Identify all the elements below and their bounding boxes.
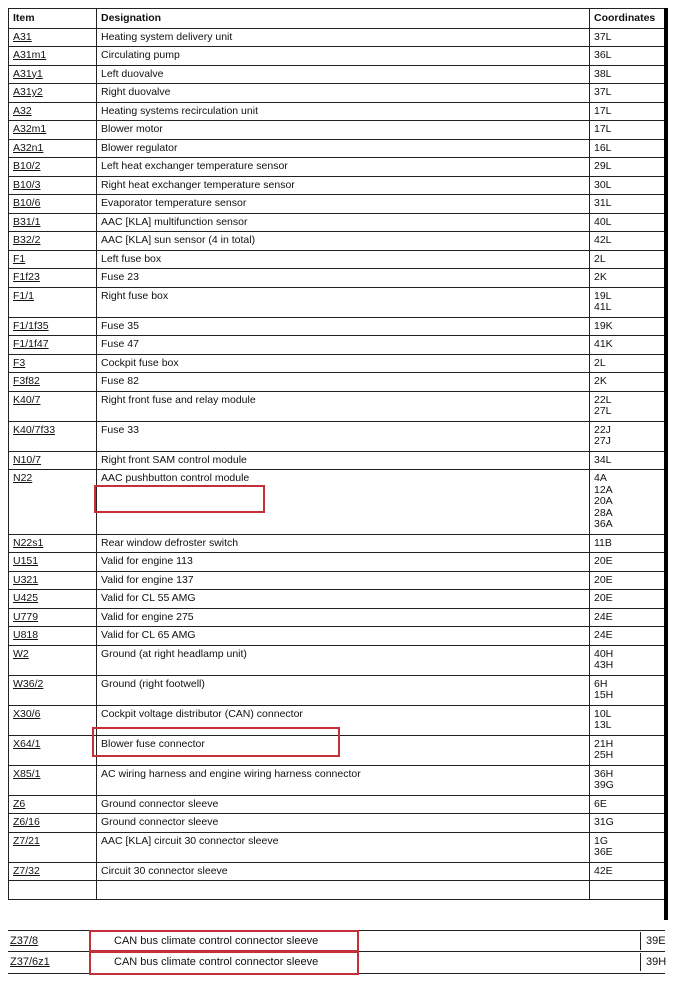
coordinate-value: 24E: [594, 629, 613, 641]
coordinates: [590, 862, 666, 881]
coordinate-value: 28A: [594, 506, 613, 519]
designation: Fuse 47: [97, 336, 590, 355]
coordinates: [590, 608, 666, 627]
coordinate-value: 36L: [594, 49, 612, 61]
designation: Left heat exchanger temperature sensor: [97, 158, 590, 177]
coordinate-value: 4A: [594, 472, 607, 484]
coordinates: [590, 391, 666, 421]
table-row: [9, 675, 666, 705]
coordinate-value: 37L: [594, 30, 612, 43]
coordinates: [590, 158, 666, 177]
coordinate-value: 17L: [594, 104, 612, 117]
coordinates: [590, 451, 666, 470]
table-row: [9, 269, 666, 288]
table-row: [9, 195, 666, 214]
designation: Right fuse box: [97, 287, 590, 317]
designation: AAC pushbutton control module: [97, 470, 590, 535]
table-row: [9, 65, 666, 84]
designation: Left duovalve: [97, 65, 590, 84]
coordinates: [590, 287, 666, 317]
item-code: U151: [9, 553, 97, 572]
designation: Fuse 33: [97, 421, 590, 451]
coordinate-value: 6H: [594, 677, 608, 690]
coordinates: [590, 28, 666, 47]
item-code: A31y2: [9, 84, 97, 103]
coordinate-value: 17L: [594, 123, 612, 135]
designation: Right heat exchanger temperature sensor: [97, 176, 590, 195]
item-code: F3: [9, 354, 97, 373]
coordinates: [590, 121, 666, 140]
highlight-box-x30-6: [92, 727, 340, 757]
coordinate-value: 29L: [594, 160, 612, 172]
header-coordinates: Coordinates: [590, 9, 666, 29]
item-code: K40/7f33: [9, 421, 97, 451]
coordinate-value: 10L: [594, 707, 612, 720]
coordinates: [590, 675, 666, 705]
table-row: [9, 627, 666, 646]
coordinate-value: 12A: [594, 483, 613, 496]
designation: Cockpit voltage distributor (CAN) connector: [97, 705, 590, 735]
item-code: N22s1: [9, 534, 97, 553]
item-code: F1f23: [9, 269, 97, 288]
footer-separator: [640, 953, 641, 971]
item-code: X85/1: [9, 765, 97, 795]
coordinate-value: 22J: [594, 423, 611, 436]
designation: Blower motor: [97, 121, 590, 140]
table-header-row: [9, 9, 666, 29]
item-code: Z6: [9, 795, 97, 814]
item-code: U779: [9, 608, 97, 627]
coordinates: [590, 795, 666, 814]
coordinate-value: 43H: [594, 659, 614, 671]
table-row: [9, 139, 666, 158]
coordinate-value: 40H: [594, 647, 614, 660]
footer-separator: [640, 932, 641, 950]
coordinates: [590, 47, 666, 66]
item-code: B31/1: [9, 213, 97, 232]
table-row: [9, 645, 666, 675]
item-code: F3f82: [9, 373, 97, 392]
table-row: [9, 881, 666, 900]
table-row: [9, 571, 666, 590]
designation: Left fuse box: [97, 250, 590, 269]
designation: Ground (right footwell): [97, 675, 590, 705]
coordinates: [590, 881, 666, 900]
designation: Heating system delivery unit: [97, 28, 590, 47]
highlight-box-n22: [94, 485, 265, 513]
header-designation: Designation: [97, 9, 590, 29]
coordinate-value: 36E: [594, 846, 613, 858]
coordinate-value: 20E: [594, 592, 613, 604]
coordinates: [590, 354, 666, 373]
item-code: U425: [9, 590, 97, 609]
item-code: N22: [9, 470, 97, 535]
coordinates: [590, 139, 666, 158]
coordinate-value: 22L: [594, 393, 612, 406]
designation: Valid for CL 65 AMG: [97, 627, 590, 646]
coordinates: [590, 269, 666, 288]
designation: Rear window defroster switch: [97, 534, 590, 553]
coordinate-value: 36A: [594, 518, 613, 530]
item-code: Z6/16: [9, 814, 97, 833]
highlight-box-z37-8: [89, 930, 359, 952]
footer-item: Z37/8: [10, 935, 39, 947]
coordinate-value: 24E: [594, 610, 613, 623]
coordinates: [590, 534, 666, 553]
table-row: [9, 317, 666, 336]
coordinates: [590, 250, 666, 269]
designation: Cockpit fuse box: [97, 354, 590, 373]
table-row: [9, 765, 666, 795]
coordinates: [590, 336, 666, 355]
coordinate-value: 39G: [594, 779, 614, 791]
designation: Valid for engine 113: [97, 553, 590, 572]
table-row: [9, 47, 666, 66]
designation: Ground (at right headlamp unit): [97, 645, 590, 675]
item-code: A31m1: [9, 47, 97, 66]
table-row: [9, 250, 666, 269]
coordinate-value: 27J: [594, 435, 611, 447]
footer-item: Z37/6z1: [10, 956, 50, 968]
designation: AAC [KLA] sun sensor (4 in total): [97, 232, 590, 251]
coordinates: [590, 814, 666, 833]
table-row: [9, 862, 666, 881]
coordinates: [590, 645, 666, 675]
coordinates: [590, 705, 666, 735]
item-code: F1/1f35: [9, 317, 97, 336]
coordinate-value: 21H: [594, 737, 614, 750]
coordinate-value: 27L: [594, 405, 612, 417]
coordinate-value: 41L: [594, 301, 612, 313]
coordinate-value: 41K: [594, 338, 613, 350]
coordinates: [590, 470, 666, 535]
coordinates: [590, 735, 666, 765]
coordinate-value: 42E: [594, 864, 613, 877]
table-row: [9, 608, 666, 627]
designation: Right front SAM control module: [97, 451, 590, 470]
item-code: X30/6: [9, 705, 97, 735]
table-row: [9, 176, 666, 195]
coordinate-value: 19L: [594, 289, 612, 302]
coordinate-value: 2L: [594, 356, 606, 369]
item-code: A31: [9, 28, 97, 47]
item-code: W36/2: [9, 675, 97, 705]
legend-body: [9, 28, 666, 900]
table-row: [9, 391, 666, 421]
coordinate-value: 38L: [594, 67, 612, 80]
item-code: [9, 881, 97, 900]
designation: AC wiring harness and engine wiring harness connector: [97, 765, 590, 795]
component-legend: [8, 8, 665, 900]
designation: AAC [KLA] multifunction sensor: [97, 213, 590, 232]
coordinate-value: 34L: [594, 453, 612, 466]
footer-designation: CAN bus climate control connector sleeve: [114, 935, 319, 947]
coordinate-value: 42L: [594, 234, 612, 246]
coordinates: [590, 195, 666, 214]
coordinate-value: 20E: [594, 555, 613, 567]
coordinates: [590, 176, 666, 195]
coordinates: [590, 765, 666, 795]
coordinates: [590, 421, 666, 451]
header-item: Item: [9, 9, 97, 29]
item-code: K40/7: [9, 391, 97, 421]
designation: Circulating pump: [97, 47, 590, 66]
table-row: [9, 373, 666, 392]
designation: Fuse 82: [97, 373, 590, 392]
designation: Valid for engine 275: [97, 608, 590, 627]
table-row: [9, 213, 666, 232]
table-row: [9, 121, 666, 140]
coordinate-value: 13L: [594, 719, 612, 731]
coordinate-value: 19K: [594, 319, 613, 332]
coordinates: [590, 590, 666, 609]
table-row: [9, 84, 666, 103]
designation: Right front fuse and relay module: [97, 391, 590, 421]
footer-coordinates: 39E: [646, 935, 666, 947]
coordinate-value: 37L: [594, 86, 612, 98]
table-row: [9, 354, 666, 373]
item-code: F1/1: [9, 287, 97, 317]
item-code: U321: [9, 571, 97, 590]
coordinate-value: 36H: [594, 767, 614, 780]
item-code: W2: [9, 645, 97, 675]
coordinate-value: 15H: [594, 689, 614, 701]
coordinate-value: 6E: [594, 797, 607, 810]
table-row: [9, 814, 666, 833]
designation: Fuse 23: [97, 269, 590, 288]
coordinates: [590, 317, 666, 336]
coordinates: [590, 571, 666, 590]
coordinates: [590, 213, 666, 232]
designation: [97, 881, 590, 900]
coordinate-value: 40L: [594, 215, 612, 228]
designation: Valid for CL 55 AMG: [97, 590, 590, 609]
designation: Ground connector sleeve: [97, 814, 590, 833]
item-code: F1/1f47: [9, 336, 97, 355]
table-row: [9, 232, 666, 251]
designation: Evaporator temperature sensor: [97, 195, 590, 214]
item-code: B10/6: [9, 195, 97, 214]
table-row: [9, 553, 666, 572]
designation: Heating systems recirculation unit: [97, 102, 590, 121]
item-code: A32m1: [9, 121, 97, 140]
coordinate-value: 20A: [594, 495, 613, 507]
item-code: B10/2: [9, 158, 97, 177]
item-code: U818: [9, 627, 97, 646]
table-row: [9, 102, 666, 121]
page-edge-bar: [664, 8, 668, 920]
legend-table: [8, 8, 666, 900]
coordinate-value: 30L: [594, 178, 612, 191]
coordinate-value: 31L: [594, 197, 612, 209]
coordinates: [590, 553, 666, 572]
coordinate-value: 16L: [594, 141, 612, 154]
table-row: [9, 451, 666, 470]
item-code: A32n1: [9, 139, 97, 158]
highlight-box-z37-6z1: [89, 951, 359, 975]
designation: Fuse 35: [97, 317, 590, 336]
designation: Blower regulator: [97, 139, 590, 158]
coordinate-value: 2K: [594, 271, 607, 283]
designation: Circuit 30 connector sleeve: [97, 862, 590, 881]
footer-designation: CAN bus climate control connector sleeve: [114, 956, 319, 968]
coordinates: [590, 232, 666, 251]
coordinate-value: 11B: [594, 536, 612, 549]
coordinates: [590, 627, 666, 646]
coordinate-value: 1G: [594, 834, 609, 847]
item-code: X64/1: [9, 735, 97, 765]
coordinates: [590, 65, 666, 84]
item-code: A31y1: [9, 65, 97, 84]
item-code: F1: [9, 250, 97, 269]
table-row: [9, 336, 666, 355]
coordinates: [590, 373, 666, 392]
coordinate-value: 2L: [594, 252, 606, 265]
table-row: [9, 832, 666, 862]
coordinate-value: 20E: [594, 573, 613, 586]
table-row: [9, 158, 666, 177]
coordinate-value: 25H: [594, 749, 614, 761]
item-code: Z7/21: [9, 832, 97, 862]
table-row: [9, 287, 666, 317]
designation: Right duovalve: [97, 84, 590, 103]
coordinate-value: 2K: [594, 375, 607, 387]
designation: Valid for engine 137: [97, 571, 590, 590]
coordinate-value: 31G: [594, 816, 614, 828]
item-code: N10/7: [9, 451, 97, 470]
coordinates: [590, 102, 666, 121]
table-row: [9, 534, 666, 553]
item-code: A32: [9, 102, 97, 121]
item-code: B10/3: [9, 176, 97, 195]
item-code: Z7/32: [9, 862, 97, 881]
table-row: [9, 795, 666, 814]
item-code: B32/2: [9, 232, 97, 251]
coordinates: [590, 84, 666, 103]
coordinates: [590, 832, 666, 862]
table-row: [9, 590, 666, 609]
designation: AAC [KLA] circuit 30 connector sleeve: [97, 832, 590, 862]
footer-coordinates: 39H: [646, 956, 667, 968]
table-row: [9, 421, 666, 451]
designation: Ground connector sleeve: [97, 795, 590, 814]
designation: Blower fuse connector: [97, 735, 590, 765]
table-row: [9, 28, 666, 47]
